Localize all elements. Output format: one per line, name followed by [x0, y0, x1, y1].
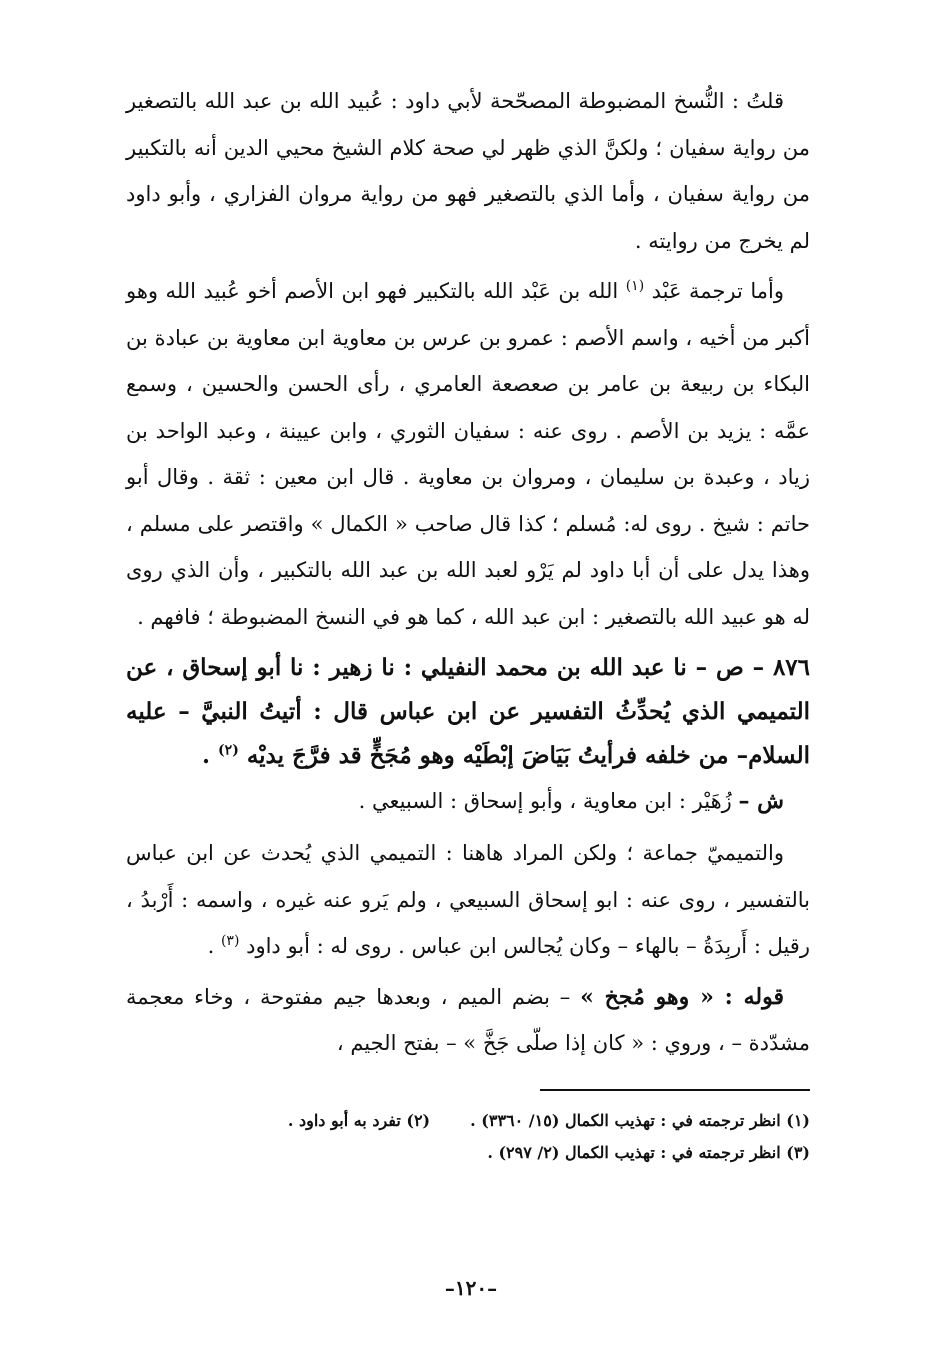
footnote-1: (١) انظر ترجمته في : تهذيب الكمال (١٥/ ٣٣٦٠) .	[470, 1110, 810, 1130]
paragraph-3-end: .	[207, 934, 215, 958]
footnote-ref-2[interactable]: (٢)	[218, 742, 239, 759]
footnote-ref-3[interactable]: (٣)	[220, 933, 240, 949]
hadith-text: ٨٧٦ – ص – نا عبد الله بن محمد النفيلي : نا زهير : نا أبو إسحاق ، عن التميمي الذي يُحدِّثُ التفسير عن ابن عباس قال : أتيتُ النبيَّ – عليه السلام– من خلفه فرأيتُ بَيَاضَ إبْطَيْه وهو مُجَخٍّ قد فرَّجَ يديْه	[126, 654, 810, 769]
paragraph-2	[126, 268, 810, 640]
footnote-divider	[540, 1089, 810, 1091]
paragraph-2-rest: الله بن عَبْد الله بالتكبير فهو ابن الأصم أخو عُبيد الله وهو أكبر من أخيه ، واسم الأصم : عمرو بن عرس بن معاوية ابن معاوية بن عبادة بن البكاء بن ربيعة بن عامر بن صعصعة العامري ، رأى الحسن والحسين ، وسمع عمَّه : يزيد بن الأصم . روى عنه : سفيان الثوري ، وابن عيينة ، وعبد الواحد بن زياد ، وعبدة بن سليمان ، ومروان بن معاوية . قال ابن معين : ثقة . وقال أبو حاتم : شيخ . روى له: مُسلم ؛ كذا قال صاحب « الكمال » واقتصر على مسلم ، وهذا يدل على أن أبا داود لم يَرْو لعبد الله بن عبد الله بالتكبير ، وأن الذي روى له هو عبيد الله بالتصغير : ابن عبد الله ، كما هو في النسخ المضبوطة ؛ فافهم .	[126, 279, 810, 629]
sharh-text: زُهَيْر : ابن معاوية ، وأبو إسحاق : السبيعي .	[358, 789, 732, 813]
footnote-line-1	[126, 1105, 810, 1137]
sharh-label: ش –	[738, 788, 784, 814]
footnote-2: (٢) تفرد به أبو داود .	[287, 1110, 431, 1130]
footnote-ref-1[interactable]: (١)	[625, 278, 645, 294]
hadith-end: .	[202, 742, 211, 769]
page-number: –١٢٠–	[444, 1276, 498, 1300]
paragraph-4	[126, 974, 810, 1067]
paragraph-3	[126, 830, 810, 970]
footnote-line-2	[126, 1137, 810, 1169]
paragraph-4-text: – بضم الميم ، وبعدها جيم مفتوحة ، وخاء معجمة مشدّدة – ، وروي : « كان إذا صلّى جَخَّ » – بفتح الجيم ،	[126, 984, 810, 1055]
sharh-line	[126, 780, 810, 822]
paragraph-3-text: والتميميّ جماعة ؛ ولكن المراد هاهنا : التميمي الذي يُحدث عن ابن عباس بالتفسير ، روى عنه : ابو إسحاق السبيعي ، ولم يَرو عنه غيره ، واسمه : أَرْبدُ ، رقيل : أَربِدَةُ – بالهاء – وكان يُجالس ابن عباس . روى له : أبو داود	[126, 841, 810, 958]
paragraph-4-label: قوله : « وهو مُجخ »	[580, 983, 784, 1010]
paragraph-1: قلتُ : النُّسخ المضبوطة المصحّحة لأبي داود : عُبيد الله بن عبد الله بالتصغير من رواية سفيان ؛ ولكنَّ الذي ظهر لي صحة كلام الشيخ محيي الدين أنه بالتكبير من رواية سفيان ، وأما الذي بالتصغير فهو من رواية مروان الفزاري ، وأبو داود لم يخرج من روايته .	[126, 89, 810, 253]
hadith-876	[126, 646, 810, 778]
paragraph-2-start: وأما ترجمة عَبْد	[651, 279, 784, 303]
footnote-3: (٣) انظر ترجمته في : تهذيب الكمال (٢/ ٢٩٧) .	[487, 1142, 810, 1162]
